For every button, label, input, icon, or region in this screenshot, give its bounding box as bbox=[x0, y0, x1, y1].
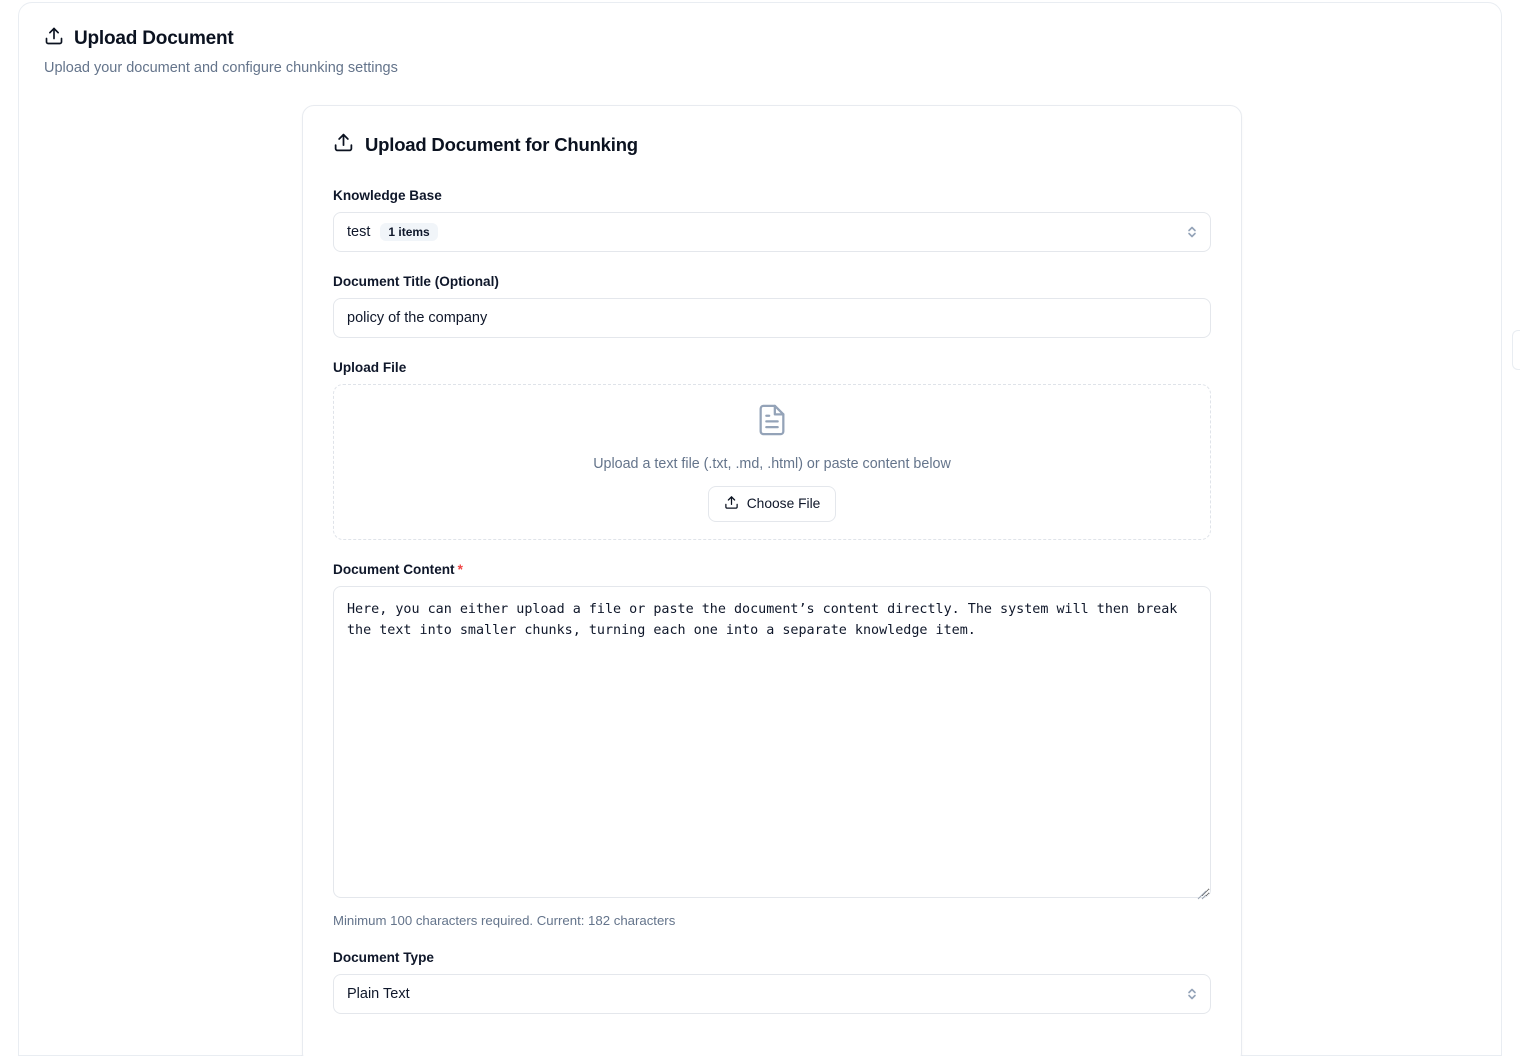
upload-document-card bbox=[302, 105, 1242, 1056]
upload-icon bbox=[333, 132, 354, 158]
choose-file-button[interactable] bbox=[708, 486, 837, 522]
knowledge-base-select[interactable] bbox=[333, 212, 1211, 252]
knowledge-base-value: test bbox=[347, 224, 371, 240]
card-title-row bbox=[333, 132, 1211, 158]
upload-file-label: Upload File bbox=[333, 360, 407, 375]
document-type-value: Plain Text bbox=[347, 986, 410, 1002]
document-type-select[interactable] bbox=[333, 974, 1211, 1014]
dropzone-hint: Upload a text file (.txt, .md, .html) or paste content below bbox=[593, 455, 951, 472]
right-panel-edge bbox=[1512, 330, 1520, 370]
page-subtitle: Upload your document and configure chunking settings bbox=[44, 60, 398, 76]
document-title-field bbox=[333, 274, 1211, 338]
document-type-label: Document Type bbox=[333, 950, 434, 965]
card-title: Upload Document for Chunking bbox=[365, 134, 638, 155]
required-marker: * bbox=[457, 562, 463, 577]
page-title-row bbox=[44, 26, 398, 51]
document-content-textarea-wrap bbox=[333, 586, 1211, 903]
character-count-helper: Minimum 100 characters required. Current: 182 characters bbox=[333, 913, 676, 928]
page-header bbox=[44, 26, 398, 76]
document-title-label: Document Title (Optional) bbox=[333, 274, 499, 289]
document-type-field bbox=[333, 950, 1211, 1014]
upload-icon bbox=[44, 26, 64, 51]
page-title: Upload Document bbox=[74, 27, 234, 49]
document-content-field bbox=[333, 562, 1211, 928]
knowledge-base-field bbox=[333, 188, 1211, 252]
chevron-updown-icon bbox=[1186, 986, 1198, 1002]
document-icon bbox=[755, 403, 789, 442]
document-content-label bbox=[333, 562, 1211, 577]
document-content-textarea[interactable] bbox=[333, 586, 1211, 898]
knowledge-base-value-group bbox=[347, 223, 438, 241]
knowledge-base-label: Knowledge Base bbox=[333, 188, 442, 203]
upload-icon bbox=[724, 495, 739, 513]
file-dropzone[interactable] bbox=[333, 384, 1211, 540]
choose-file-label: Choose File bbox=[746, 496, 821, 511]
document-content-label-text: Document Content bbox=[333, 562, 455, 577]
chevron-updown-icon bbox=[1186, 224, 1198, 240]
knowledge-base-item-count-badge: 1 items bbox=[380, 223, 437, 241]
upload-file-field bbox=[333, 360, 1211, 540]
document-title-input[interactable] bbox=[333, 298, 1211, 338]
